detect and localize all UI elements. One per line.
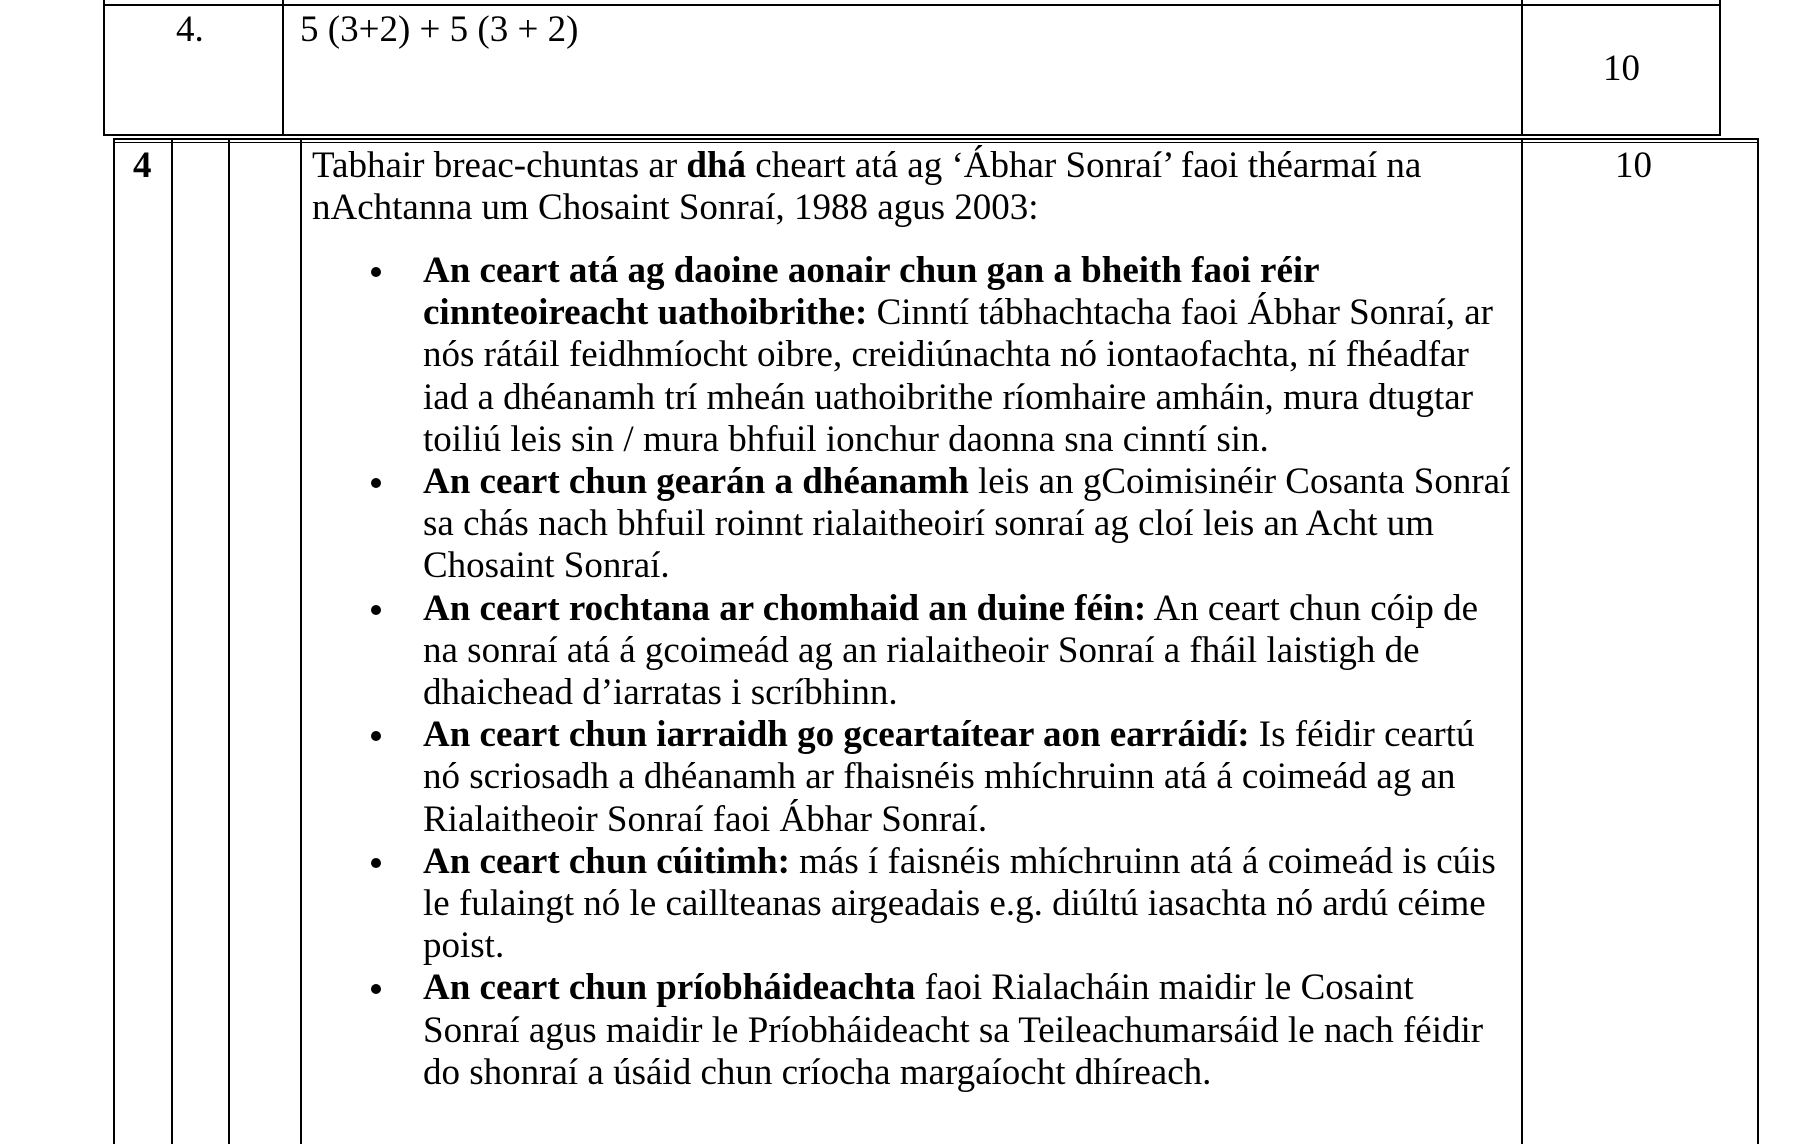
rights-item-text: Chosaint Sonraí. — [423, 545, 670, 587]
rights-item-text: faoi Rialacháin maidir le Cosaint — [915, 967, 1414, 1009]
rights-item-text: Cinntí tábhachtacha faoi Ábhar Sonraí, ar — [867, 292, 1494, 334]
question-table-col-divider-3 — [300, 138, 302, 1144]
rights-list-item-line — [423, 250, 1320, 292]
rights-list-item-line — [423, 967, 1414, 1009]
question-marks: 10 — [1615, 145, 1652, 186]
top-row-marks: 10 — [1603, 48, 1640, 89]
rights-list-item-line — [423, 799, 987, 841]
rights-list-item-line — [423, 714, 1475, 756]
rights-item-text: Is féidir ceartú — [1249, 714, 1475, 756]
rights-list-item-line — [423, 1052, 1211, 1094]
question-intro-part-2: cheart atá ag ‘Ábhar Sonraí’ faoi théarmaí na — [746, 145, 1422, 186]
question-intro-line-1 — [312, 145, 1421, 187]
rights-item-heading: An ceart atá ag daoine aonair chun gan a bheith faoi réir — [423, 250, 1320, 291]
bullet-icon — [371, 731, 381, 741]
rights-list-item-line — [423, 841, 1496, 883]
top-table-col-divider-1 — [282, 0, 284, 136]
rights-item-text: nós rátáil feidhmíocht oibre, creidiúnachta nó iontaofachta, ní fhéadfar — [423, 334, 1469, 376]
rights-item-text: nó scriosadh a dhéanamh ar fhaisnéis mhíchruinn atá á coimeád ag an — [423, 756, 1456, 798]
question-table-col-divider-2 — [228, 138, 230, 1144]
rights-item-heading: An ceart chun iarraidh go gceartaítear aon earráidí: — [423, 714, 1250, 756]
bullet-icon — [371, 984, 381, 994]
question-intro-line-2: nAchtanna um Chosaint Sonraí, 1988 agus 2003: — [312, 187, 1039, 228]
question-table-col-divider-1 — [171, 138, 173, 1144]
rights-item-text: Sonraí agus maidir le Príobháideacht sa Teileachumarsáid le nach féidir — [423, 1009, 1484, 1051]
rights-list-item-line — [423, 756, 1456, 798]
rights-item-heading: cinnteoireacht uathoibrithe: — [423, 292, 868, 334]
bullet-icon — [371, 478, 381, 488]
rights-list-item-line — [423, 419, 1269, 461]
question-table-col-divider-4 — [1521, 138, 1523, 1144]
rights-item-text: iad a dhéanamh trí mheán uathoibrithe ríomhaire amháin, mura dtugtar — [423, 376, 1474, 418]
question-number: 4 — [133, 145, 152, 186]
rights-item-heading: An ceart rochtana ar chomhaid an duine féin: — [423, 587, 1147, 629]
rights-item-text: na sonraí atá á gcoimeád ag an rialaitheoir Sonraí a fháil laistigh de — [423, 629, 1420, 671]
rights-item-text: leis an gCoimisinéir Cosanta Sonraí — [968, 461, 1511, 502]
rights-item-heading: An ceart chun cúitimh: — [423, 840, 790, 882]
rights-list-item-line — [423, 292, 1493, 334]
rights-list-item-line — [423, 1010, 1483, 1052]
rights-list-item-line — [423, 672, 898, 714]
rights-list-item-line — [423, 925, 504, 967]
rights-list-item-line — [423, 883, 1486, 925]
top-table-col-divider-2 — [1521, 0, 1523, 136]
rights-item-heading: An ceart chun príobháideachta — [423, 967, 916, 1009]
question-intro-emphasis: dhá — [686, 145, 747, 186]
rights-list-item-line — [423, 588, 1478, 630]
rights-item-text: más í faisnéis mhíchruinn atá á coimeád is cúis — [789, 840, 1496, 882]
question-table-top-border — [113, 138, 1759, 140]
rights-item-text: poist. — [423, 925, 505, 967]
top-row-expression: 5 (3+2) + 5 (3 + 2) — [300, 9, 579, 50]
question-intro-part-1: Tabhair breac-chuntas ar — [312, 145, 687, 186]
rights-item-text: dhaichead d’iarratas i scríbhinn. — [423, 672, 898, 713]
rights-list-item-line — [423, 334, 1469, 376]
rights-list-item-line — [423, 503, 1434, 545]
rights-list-item-line — [423, 545, 670, 587]
rights-list-item-line — [423, 630, 1420, 672]
rights-item-text: toiliú leis sin / mura bhfuil ionchur daonna sna cinntí sin. — [423, 418, 1269, 460]
top-table-top-border — [103, 4, 1721, 6]
question-table-right-border — [1757, 138, 1759, 1144]
rights-item-text: Rialaitheoir Sonraí faoi Ábhar Sonraí. — [423, 798, 988, 840]
bullet-icon — [371, 605, 381, 615]
question-table-top-border-inner — [113, 142, 1759, 143]
top-table-bottom-border — [103, 134, 1721, 136]
top-row-number: 4. — [176, 9, 204, 50]
rights-item-text: An ceart chun cóip de — [1146, 587, 1479, 629]
rights-item-text: le fulaingt nó le caillteanas airgeadais e.g. diúltú iasachta nó ardú céime — [423, 883, 1486, 924]
rights-item-text: do shonraí a úsáid chun críocha margaíocht dhíreach. — [423, 1051, 1212, 1093]
top-table-left-border — [103, 0, 105, 136]
bullet-icon — [371, 267, 381, 277]
rights-item-text: sa chás nach bhfuil roinnt rialaitheoirí sonraí ag cloí leis an Acht um — [423, 503, 1435, 545]
rights-list-item-line — [423, 461, 1510, 503]
rights-list-item-line — [423, 377, 1473, 419]
bullet-icon — [371, 858, 381, 868]
rights-item-heading: An ceart chun gearán a dhéanamh — [423, 461, 969, 502]
question-table-left-border — [113, 138, 115, 1144]
top-table-right-border — [1719, 0, 1721, 136]
